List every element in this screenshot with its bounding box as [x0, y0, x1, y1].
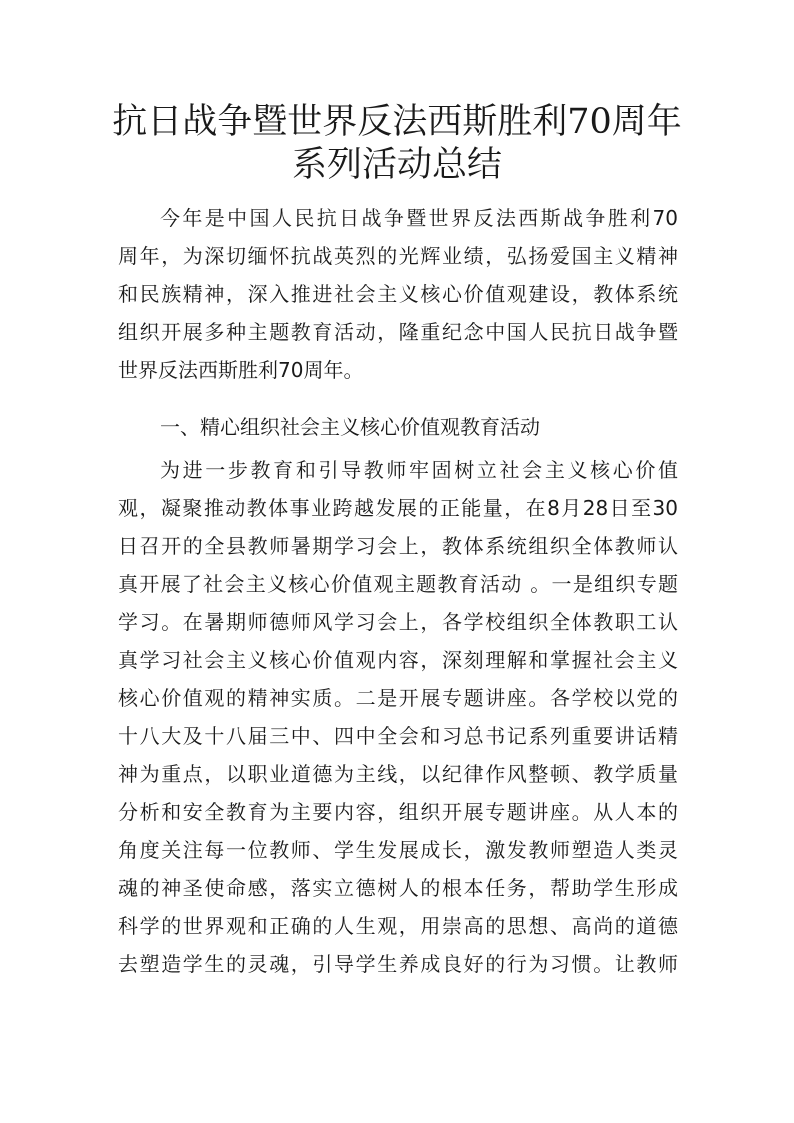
paragraph-2-line: 观，凝聚推动教体事业跨越发展的正能量，在8月28日至30 [118, 496, 678, 520]
paragraph-2-line: 分析和安全教育为主要内容，组织开展专题讲座。从人本的 [118, 800, 678, 824]
paragraph-2-line: 魂的神圣使命感，落实立德树人的根本任务，帮助学生形成 [118, 876, 678, 900]
paragraph-2-line: 角度关注每一位教师、学生发展成长，激发教师塑造人类灵 [118, 838, 678, 862]
paragraph-2-line: 真开展了社会主义核心价值观主题教育活动 。一是组织专题 [118, 572, 678, 596]
paragraph-1-line: 周年，为深切缅怀抗战英烈的光辉业绩，弘扬爱国主义精神 [118, 244, 678, 268]
paragraph-2-line: 核心价值观的精神实质。二是开展专题讲座。各学校以党的 [118, 686, 678, 710]
paragraph-1-line: 世界反法西斯胜利70周年。 [118, 358, 364, 382]
paragraph-2-line: 学习。在暑期师德师风学习会上，各学校组织全体教职工认 [118, 610, 678, 634]
document-title-line-1: 抗日战争暨世界反法西斯胜利70周年 [112, 102, 682, 142]
paragraph-1-line: 和民族精神，深入推进社会主义核心价值观建设，教体系统 [118, 282, 678, 306]
paragraph-2-line: 真学习社会主义核心价值观内容，深刻理解和掌握社会主义 [118, 648, 678, 672]
paragraph-1-line: 今年是中国人民抗日战争暨世界反法西斯战争胜利70 [160, 206, 678, 230]
section-1-heading: 一、精心组织社会主义核心价值观教育活动 [160, 415, 540, 439]
paragraph-1-line: 组织开展多种主题教育活动，隆重纪念中国人民抗日战争暨 [118, 320, 678, 344]
paragraph-2-line: 为进一步教育和引导教师牢固树立社会主义核心价值 [160, 458, 678, 482]
paragraph-2-line: 科学的世界观和正确的人生观，用崇高的思想、高尚的道德 [118, 914, 678, 938]
paragraph-2-line: 十八大及十八届三中、四中全会和习总书记系列重要讲话精 [118, 724, 678, 748]
paragraph-2-line: 去塑造学生的灵魂，引导学生养成良好的行为习惯。让教师 [118, 952, 678, 976]
document-title-line-2: 系列活动总结 [291, 145, 502, 185]
paragraph-2-line: 神为重点，以职业道德为主线，以纪律作风整顿、教学质量 [118, 762, 678, 786]
paragraph-2-line: 日召开的全县教师暑期学习会上，教体系统组织全体教师认 [118, 534, 678, 558]
